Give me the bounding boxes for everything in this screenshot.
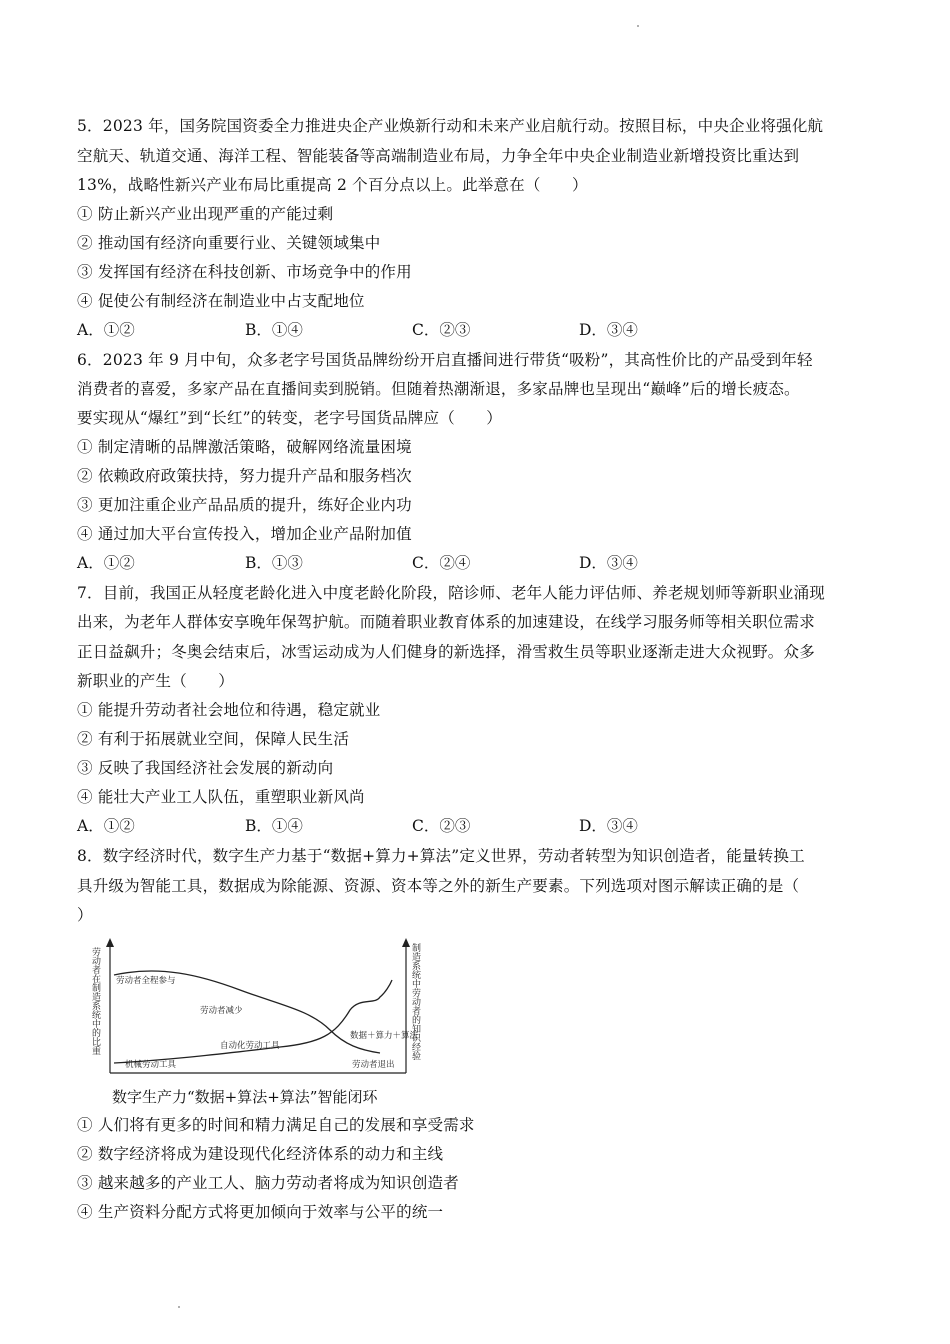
q6-option-d[interactable]: D．③④ bbox=[579, 554, 638, 572]
q7-stem-line-3: 正日益飙升；冬奥会结束后，冰雪运动成为人们健身的新选择，滑雪救生员等职业逐渐走进大众视野。众多 bbox=[77, 643, 815, 661]
q7-stem-line-1: 7．目前，我国正从轻度老龄化进入中度老龄化阶段，陪诊师、老年人能力评估师、养老规划师等新职业涌现 bbox=[77, 584, 825, 602]
label-data-algorithm: 数据＋算力＋算法 bbox=[350, 1031, 419, 1041]
figure-caption: 数字生产力“数据+算法+算法”智能闭环 bbox=[112, 1088, 378, 1106]
q8-item-2: ② 数字经济将成为建设现代化经济体系的动力和主线 bbox=[77, 1145, 444, 1163]
label-automation-tools: 自动化劳动工具 bbox=[220, 1041, 280, 1051]
q7-option-b[interactable]: B．①④ bbox=[245, 817, 303, 835]
label-labor-decrease: 劳动者减少 bbox=[200, 1006, 243, 1016]
q8-stem-line-3: ） bbox=[77, 906, 93, 924]
q5-option-c[interactable]: C．②③ bbox=[412, 321, 471, 339]
q8-item-3: ③ 越来越多的产业工人、脑力劳动者将成为知识创造者 bbox=[77, 1174, 459, 1192]
y-right-label: 制造系统中劳动者的知识经验 bbox=[410, 943, 420, 1060]
q5-item-1: ① 防止新兴产业出现严重的产能过剩 bbox=[77, 205, 334, 223]
q7-option-c[interactable]: C．②③ bbox=[412, 817, 471, 835]
q6-item-4: ④ 通过加大平台宣传投入，增加企业产品附加值 bbox=[77, 525, 412, 543]
q7-stem-line-2: 出来，为老年人群体安享晚年保驾护航。而随着职业教育体系的加速建设，在线学习服务师等相关职位需求 bbox=[77, 613, 815, 631]
q5-option-a[interactable]: A．①② bbox=[77, 321, 135, 339]
q8-stem-line-2: 具升级为智能工具，数据成为除能源、资源、资本等之外的新生产要素。下列选项对图示解读正确的是（ bbox=[77, 877, 800, 895]
q5-option-d[interactable]: D．③④ bbox=[579, 321, 638, 339]
q6-item-1: ① 制定清晰的品牌激活策略，破解网络流量困境 bbox=[77, 438, 412, 456]
q6-item-2: ② 依赖政府政策扶持，努力提升产品和服务档次 bbox=[77, 467, 412, 485]
q6-option-c[interactable]: C．②④ bbox=[412, 554, 471, 572]
q7-item-3: ③ 反映了我国经济社会发展的新动向 bbox=[77, 759, 334, 777]
q5-item-2: ② 推动国有经济向重要行业、关键领域集中 bbox=[77, 234, 381, 252]
right-axis-arrow bbox=[402, 938, 410, 947]
q5-item-3: ③ 发挥国有经济在科技创新、市场竞争中的作用 bbox=[77, 263, 412, 281]
q5-stem-line-2: 空航天、轨道交通、海洋工程、智能装备等高端制造业布局，力争全年中央企业制造业新增投资比重达到 bbox=[77, 147, 800, 165]
q5-stem-line-3: 13%，战略性新兴产业布局比重提高 2 个百分点以上。此举意在（ ） bbox=[77, 176, 588, 194]
smart-loop-diagram bbox=[80, 935, 430, 1085]
q5-stem-line-1: 5．2023 年，国务院国资委全力推进央企产业焕新行动和未来产业启航行动。按照目标，中央企业将强化航 bbox=[77, 117, 824, 135]
q6-stem-line-3: 要实现从“爆红”到“长红”的转变，老字号国货品牌应（ ） bbox=[77, 409, 502, 427]
y-left-label: 劳动者在制造系统中的比重 bbox=[90, 947, 100, 1055]
q6-stem-line-2: 消费者的喜爱，多家产品在直播间卖到脱销。但随着热潮渐退，多家品牌也呈现出“巅峰”后的增长疲态。 bbox=[77, 380, 800, 398]
q7-stem-line-4: 新职业的产生（ ） bbox=[77, 672, 235, 690]
label-mechanical-tools: 机械劳动工具 bbox=[125, 1060, 177, 1070]
q7-item-2: ② 有利于拓展就业空间，保障人民生活 bbox=[77, 730, 350, 748]
q8-item-4: ④ 生产资料分配方式将更加倾向于效率与公平的统一 bbox=[77, 1203, 444, 1221]
q6-item-3: ③ 更加注重企业产品品质的提升，练好企业内功 bbox=[77, 496, 412, 514]
header-mark bbox=[637, 25, 639, 27]
q7-option-a[interactable]: A．①② bbox=[77, 817, 135, 835]
q7-option-d[interactable]: D．③④ bbox=[579, 817, 638, 835]
q6-stem-line-1: 6．2023 年 9 月中旬，众多老字号国货品牌纷纷开启直播间进行带货“吸粉”，其高性价比的产品受到年轻 bbox=[77, 351, 813, 369]
q7-item-1: ① 能提升劳动者社会地位和待遇，稳定就业 bbox=[77, 701, 381, 719]
q7-item-4: ④ 能壮大产业工人队伍，重塑职业新风尚 bbox=[77, 788, 365, 806]
label-full-participation: 劳动者全程参与 bbox=[116, 976, 176, 986]
q5-option-b[interactable]: B．①④ bbox=[245, 321, 303, 339]
left-axis-arrow bbox=[106, 938, 114, 947]
q6-option-b[interactable]: B．①③ bbox=[245, 554, 303, 572]
q8-stem-line-1: 8．数字经济时代，数字生产力基于“数据+算力+算法”定义世界，劳动者转型为知识创造者，能量转换工 bbox=[77, 847, 805, 865]
footer-mark bbox=[178, 1306, 180, 1308]
q5-item-4: ④ 促使公有制经济在制造业中占支配地位 bbox=[77, 292, 365, 310]
q8-item-1: ① 人们将有更多的时间和精力满足自己的发展和享受需求 bbox=[77, 1116, 475, 1134]
label-labor-exit: 劳动者退出 bbox=[352, 1060, 395, 1070]
q6-option-a[interactable]: A．①② bbox=[77, 554, 135, 572]
